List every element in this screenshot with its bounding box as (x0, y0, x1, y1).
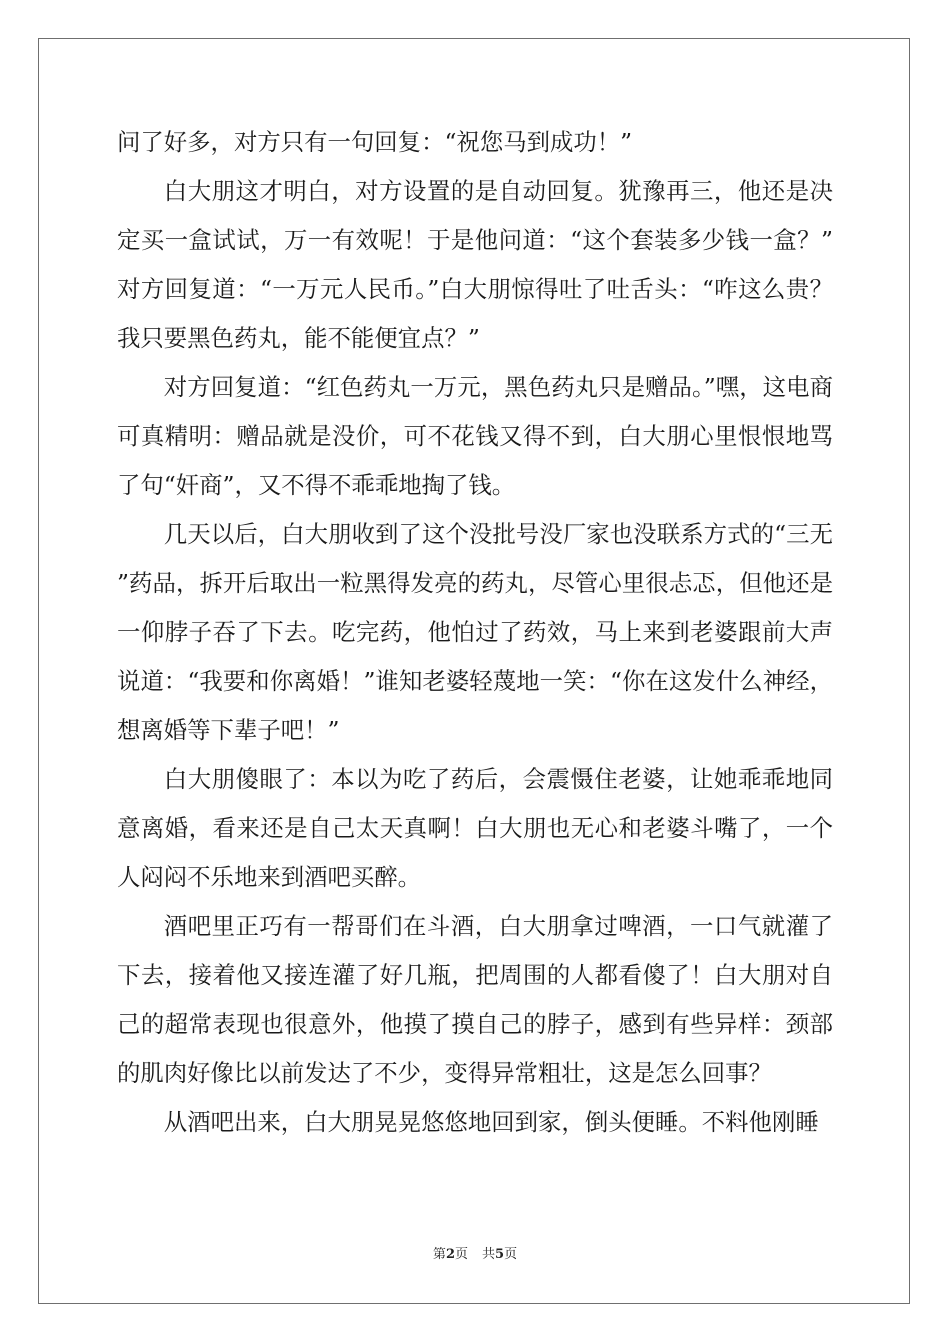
paragraph-1: 问了好多，对方只有一句回复：“祝您马到成功！” (117, 128, 633, 156)
page-footer (0, 1246, 950, 1264)
paragraph-4: 几天以后，白大朋收到了这个没批号没厂家也没联系方式的“三无”药品，拆开后取出一粒黑得发亮的药丸，尽管心里很忐忑，但他还是一仰脖子吞了下去。吃完药，他怕过了药效，马上来到老婆跟前大声说道：“我要和你离婚！”谁知老婆轻蔑地一笑：“你在这发什么神经，想离婚等下辈子吧！” (117, 520, 833, 744)
footer-page-unit: 页 (454, 1247, 468, 1262)
footer-total-prefix: 共 (482, 1247, 496, 1262)
paragraph-3: 对方回复道：“红色药丸一万元，黑色药丸只是赠品。”嘿，这电商可真精明：赠品就是没价，可不花钱又得不到，白大朋心里恨恨地骂了句“奸商”，又不得不乖乖地掏了钱。 (117, 373, 833, 499)
total-pages-number: 5 (495, 1247, 505, 1262)
paragraph-2: 白大朋这才明白，对方设置的是自动回复。犹豫再三，他还是决定买一盒试试，万一有效呢！于是他问道：“这个套装多少钱一盒？”对方回复道：“一万元人民币。”白大朋惊得吐了吐舌头：“咋这么贵？我只要黑色药丸，能不能便宜点？” (117, 177, 833, 352)
document-body (117, 118, 833, 1147)
paragraph-7: 从酒吧出来，白大朋晃晃悠悠地回到家，倒头便睡。不料他刚睡 (163, 1108, 819, 1136)
current-page-number: 2 (445, 1247, 455, 1262)
paragraph-6: 酒吧里正巧有一帮哥们在斗酒，白大朋拿过啤酒，一口气就灌了下去，接着他又接连灌了好几瓶，把周围的人都看傻了！白大朋对自己的超常表现也很意外，他摸了摸自己的脖子，感到有些异样：颈部的肌肉好像比以前发达了不少，变得异常粗壮，这是怎么回事？ (117, 912, 833, 1087)
footer-prefix: 第 (432, 1247, 446, 1262)
paragraph-5: 白大朋傻眼了：本以为吃了药后，会震慑住老婆，让她乖乖地同意离婚，看来还是自己太天真啊！白大朋也无心和老婆斗嘴了，一个人闷闷不乐地来到酒吧买醉。 (117, 765, 833, 891)
footer-total-unit: 页 (504, 1247, 518, 1262)
